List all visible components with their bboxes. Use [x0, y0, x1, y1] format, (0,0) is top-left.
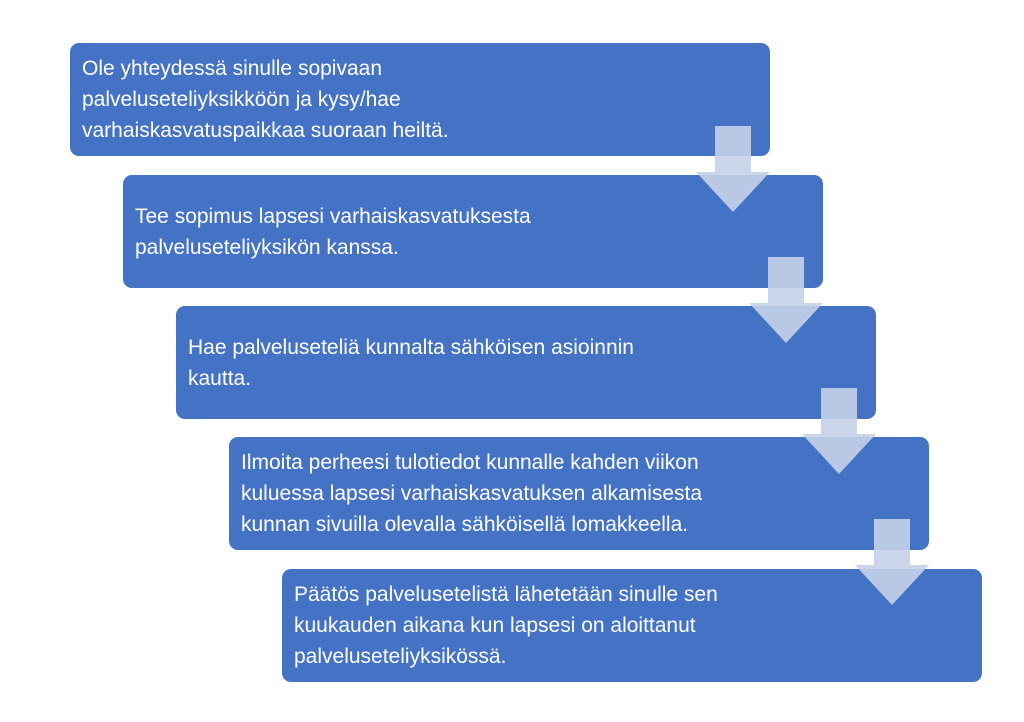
step-5-text: Päätös palvelusetelistä lähetetään sinulle sen kuukauden aikana kun lapsesi on aloittanut palveluseteliyksikössä.	[294, 583, 718, 668]
down-arrow-icon	[855, 519, 929, 605]
down-arrow-icon	[749, 257, 823, 343]
process-step-1	[70, 43, 770, 156]
down-arrow-icon	[696, 126, 770, 212]
down-arrow-icon	[802, 388, 876, 474]
step-3-text: Hae palveluseteliä kunnalta sähköisen asioinnin kautta.	[188, 335, 634, 390]
step-2-text: Tee sopimus lapsesi varhaiskasvatuksesta palveluseteliyksikön kanssa.	[135, 204, 531, 259]
step-1-text: Ole yhteydessä sinulle sopivaan palveluseteliyksikköön ja kysy/hae varhaiskasvatuspaikkaa suoraan heiltä.	[82, 57, 449, 142]
step-4-text: Ilmoita perheesi tulotiedot kunnalle kahden viikon kuluessa lapsesi varhaiskasvatuksen alkamisesta kunnan sivuilla olevalla sähköisellä lomakkeella.	[241, 451, 703, 536]
